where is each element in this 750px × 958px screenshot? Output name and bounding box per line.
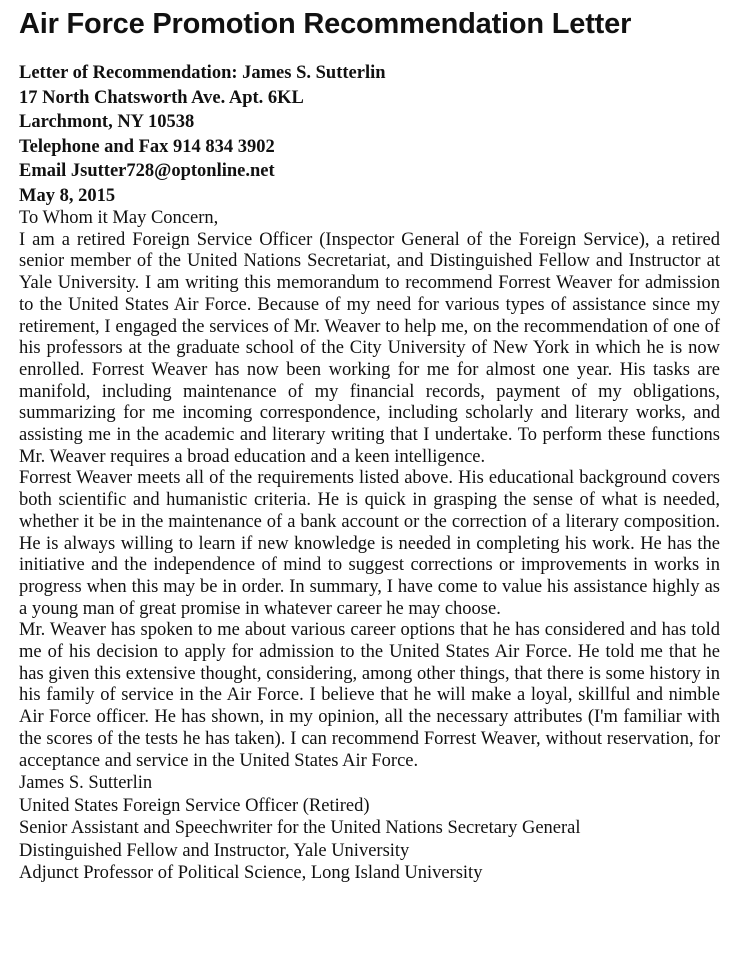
body-paragraph-1: I am a retired Foreign Service Officer (Inspector General of the Foreign Service), a retired senior member of the United Nations Secretariat, and Distinguished Fellow and Instructor at Yale University. I am writing this memorandum to recommend Forrest Weaver for admission to the United States Air Force. Because of my need for various types of assistance since my retirement, I engaged the services of Mr. Weaver to help me, on the recommendation of one of his professors at the graduate school of the City University of New York in which he is now enrolled. Forrest Weaver has now been working for me for almost one year. His tasks are manifold, including maintenance of my financial records, payment of my obligations, summarizing for me incoming correspondence, including scholarly and literary works, and assisting me in the academic and literary writing that I undertake. To perform these functions Mr. Weaver requires a broad education and a keen intelligence.: [19, 229, 720, 467]
letter-date: May 8, 2015: [19, 185, 116, 206]
sender-telephone-fax: Telephone and Fax 914 834 3902: [19, 136, 275, 157]
signer-name: James S. Sutterlin: [19, 773, 153, 794]
salutation: To Whom it May Concern,: [19, 208, 219, 228]
signer-title-4: Adjunct Professor of Political Science, Long Island University: [19, 863, 483, 884]
sender-street-address: 17 North Chatsworth Ave. Apt. 6KL: [19, 87, 304, 108]
sender-email: Email Jsutter728@optonline.net: [19, 161, 275, 181]
letter-body: [19, 230, 720, 773]
body-paragraph-2: Forrest Weaver meets all of the requirements listed above. His educational background covers both scientific and humanistic criteria. He is quick in grasping the sense of what is needed, whether it be in the maintenance of a bank account or the correction of a literary composition. He is always willing to learn if new knowledge is needed in completing his work. He has the initiative and the independence of mind to suggest corrections or improvements in works in progress when this may be in order. In summary, I have come to value his assistance highly as a young man of great promise in whatever career he may choose.: [19, 468, 720, 619]
signer-title-2: Senior Assistant and Speechwriter for the United Nations Secretary General: [19, 818, 581, 839]
sender-city-state-zip: Larchmont, NY 10538: [19, 112, 195, 132]
document-title: Air Force Promotion Recommendation Letter: [19, 8, 632, 40]
signer-title-3: Distinguished Fellow and Instructor, Yale University: [19, 840, 410, 861]
body-paragraph-3: Mr. Weaver has spoken to me about various career options that he has considered and has told me of his decision to apply for admission to the United States Air Force. He told me that he has given this extensive thought, considering, among other things, that there is some history in his family of service in the Air Force. I believe that he will make a loyal, skillful and nimble Air Force officer. He has shown, in my opinion, all the necessary attributes (I'm familiar with the scores of the tests he has taken). I can recommend Forrest Weaver, without reservation, for acceptance and service in the United States Air Force.: [19, 620, 720, 771]
signer-title-1: United States Foreign Service Officer (Retired): [19, 795, 370, 816]
signature-block: [19, 772, 720, 885]
letter-heading: Letter of Recommendation: James S. Sutterlin: [19, 63, 386, 83]
sender-header: [19, 61, 720, 208]
